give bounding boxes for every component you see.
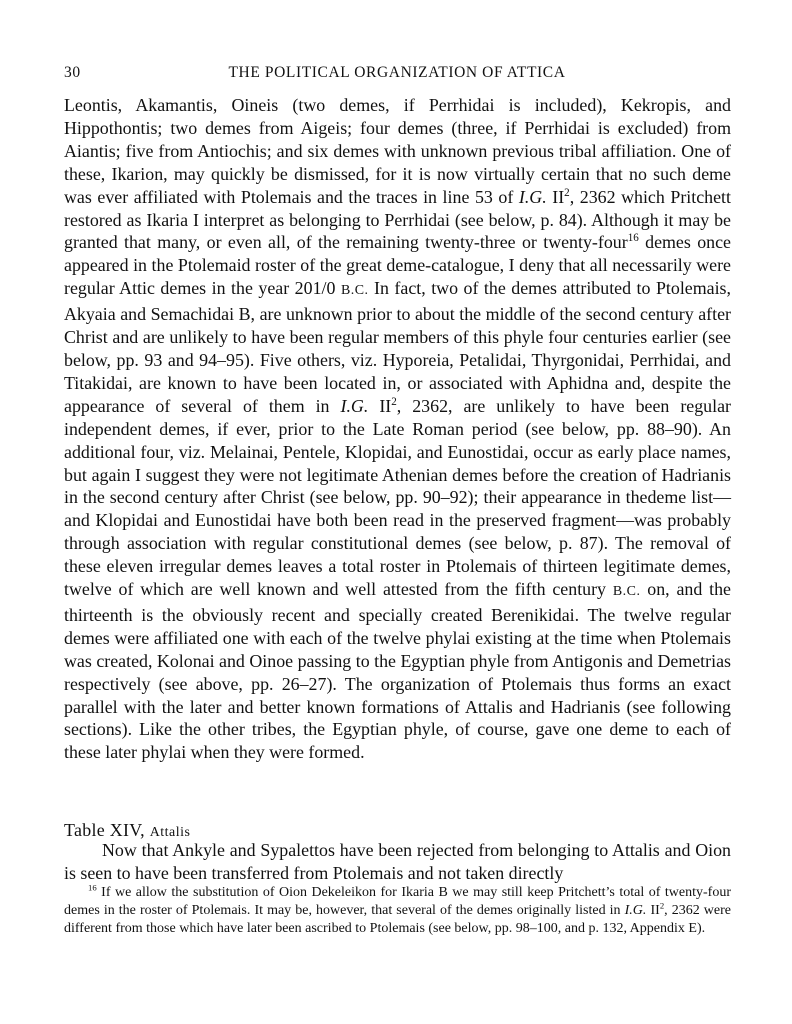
section-paragraph: Now that Ankyle and Sypalettos have been rejected from belonging to Attalis and Oion is seen to have been transferred from Ptolemais and not taken directly <box>64 840 731 883</box>
ig-citation: I.G. <box>518 186 547 207</box>
section-text <box>64 839 731 885</box>
text-run: demes once appeared in the Ptolemaid roster of the great deme-catalogue, I deny that all necessarily were regular Attic demes in the year 201/0 <box>64 232 731 299</box>
footnote-paragraph <box>64 884 731 937</box>
ig-citation: I.G. <box>340 395 369 416</box>
ig-edition-superscript: 2 <box>564 186 570 199</box>
body-paragraph <box>64 94 731 764</box>
running-head: THE POLITICAL ORGANIZATION OF ATTICA <box>228 64 566 81</box>
text-run: Leontis, Akamantis, Oineis (two demes, if Perrhidai is included), Kekropis, and Hippothontis; two demes from Aigeis; four demes (three, if Perrhidai is excluded) from Aiantis; five from Antiochis; and six demes with unknown previous tribal affiliation. One of these, Ikarion, may quickly be dismissed, for it is now virtually certain that no such deme was ever affiliated with Ptolemais and the traces in line 53 of <box>64 95 731 207</box>
page-number: 30 <box>64 64 81 81</box>
text-run: In fact, two of the demes attributed to Ptolemais, Akyaia and Semachidai B, are unknown prior to about the middle of the second century after Christ and are unlikely to have been regular members of this phyle four centuries earlier (see below, pp. 93 and 94–95). Five others, viz. Hyporeia, Petalidai, Thyrgonidai, Perrhidai, and Titakidai, are known to have been located in, or associated with Aphidna and, despite the appearance of several of them in <box>64 278 731 416</box>
text-run: If we allow the substitution of Oion Dekeleikon for Ikaria B we may still keep Pritchett’s total of twenty-four demes in the roster of Ptolemais. It may be, however, that several of the demes originally listed in <box>64 885 731 918</box>
ig-edition-superscript: 2 <box>391 395 397 408</box>
era-abbreviation: B.C. <box>612 584 641 600</box>
text-run: on, and the thirteenth is the obviously recent and specially created Berenikidai. The twelve regular demes were affiliated one with each of the twelve phylai existing at the time when Ptolemais was created, Kolonai and Oinoe passing to the Egyptian phyle from Antigonis and Demetrias respectively (see above, pp. 26–27). The organization of Ptolemais thus forms an exact parallel with the later and better known formations of Attalis and Hadrianis (see following sections). Like the other tribes, the Egyptian phyle, of course, gave one deme to each of these later phylai when they were formed. <box>64 579 731 763</box>
page-header <box>64 64 730 86</box>
ig-volume: II <box>379 395 392 416</box>
ig-citation: I.G. <box>624 902 647 918</box>
ig-volume: II <box>650 902 660 918</box>
section-heading-table: Table XIV, <box>64 820 150 840</box>
text-run: , 2362 were different from those which have later been ascribed to Ptolemais (see below, pp. 98–100, and p. 132, Appendix E). <box>64 902 731 936</box>
section-heading-name: Attalis <box>149 825 191 840</box>
ig-volume: II <box>552 186 565 207</box>
footnote-marker: 16 <box>88 882 97 893</box>
body-text <box>64 94 731 764</box>
footnote-reference[interactable]: 16 <box>627 232 639 245</box>
ig-edition-superscript: 2 <box>659 900 665 911</box>
footnote <box>64 884 731 937</box>
era-abbreviation: B.C. <box>340 283 369 299</box>
text-run: , 2362, are unlikely to have been regular independent demes, if ever, prior to the Late Roman period (see below, pp. 88–90). An additional four, viz. Melainai, Pentele, Klopidai, and Eunostidai, occur as early place names, but again I suggest they were not legitimate Athenian demes before the creation of Hadrianis in the second century after Christ (see below, pp. 90–92); their appearance in thedeme list—and Klopidai and Eunostidai have both been read in the preserved fragment—was probably through association with regular constitutional demes (see below, p. 87). The removal of these eleven irregular demes leaves a total roster in Ptolemais of thirteen legitimate demes, twelve of which are well known and well attested from the fifth century <box>64 395 731 600</box>
text-run: , 2362 which Pritchett restored as Ikaria I interpret as belonging to Perrhidai (see below, p. 84). Although it may be granted that many, or even all, of the remaining twenty-three or twenty-four <box>64 186 731 253</box>
